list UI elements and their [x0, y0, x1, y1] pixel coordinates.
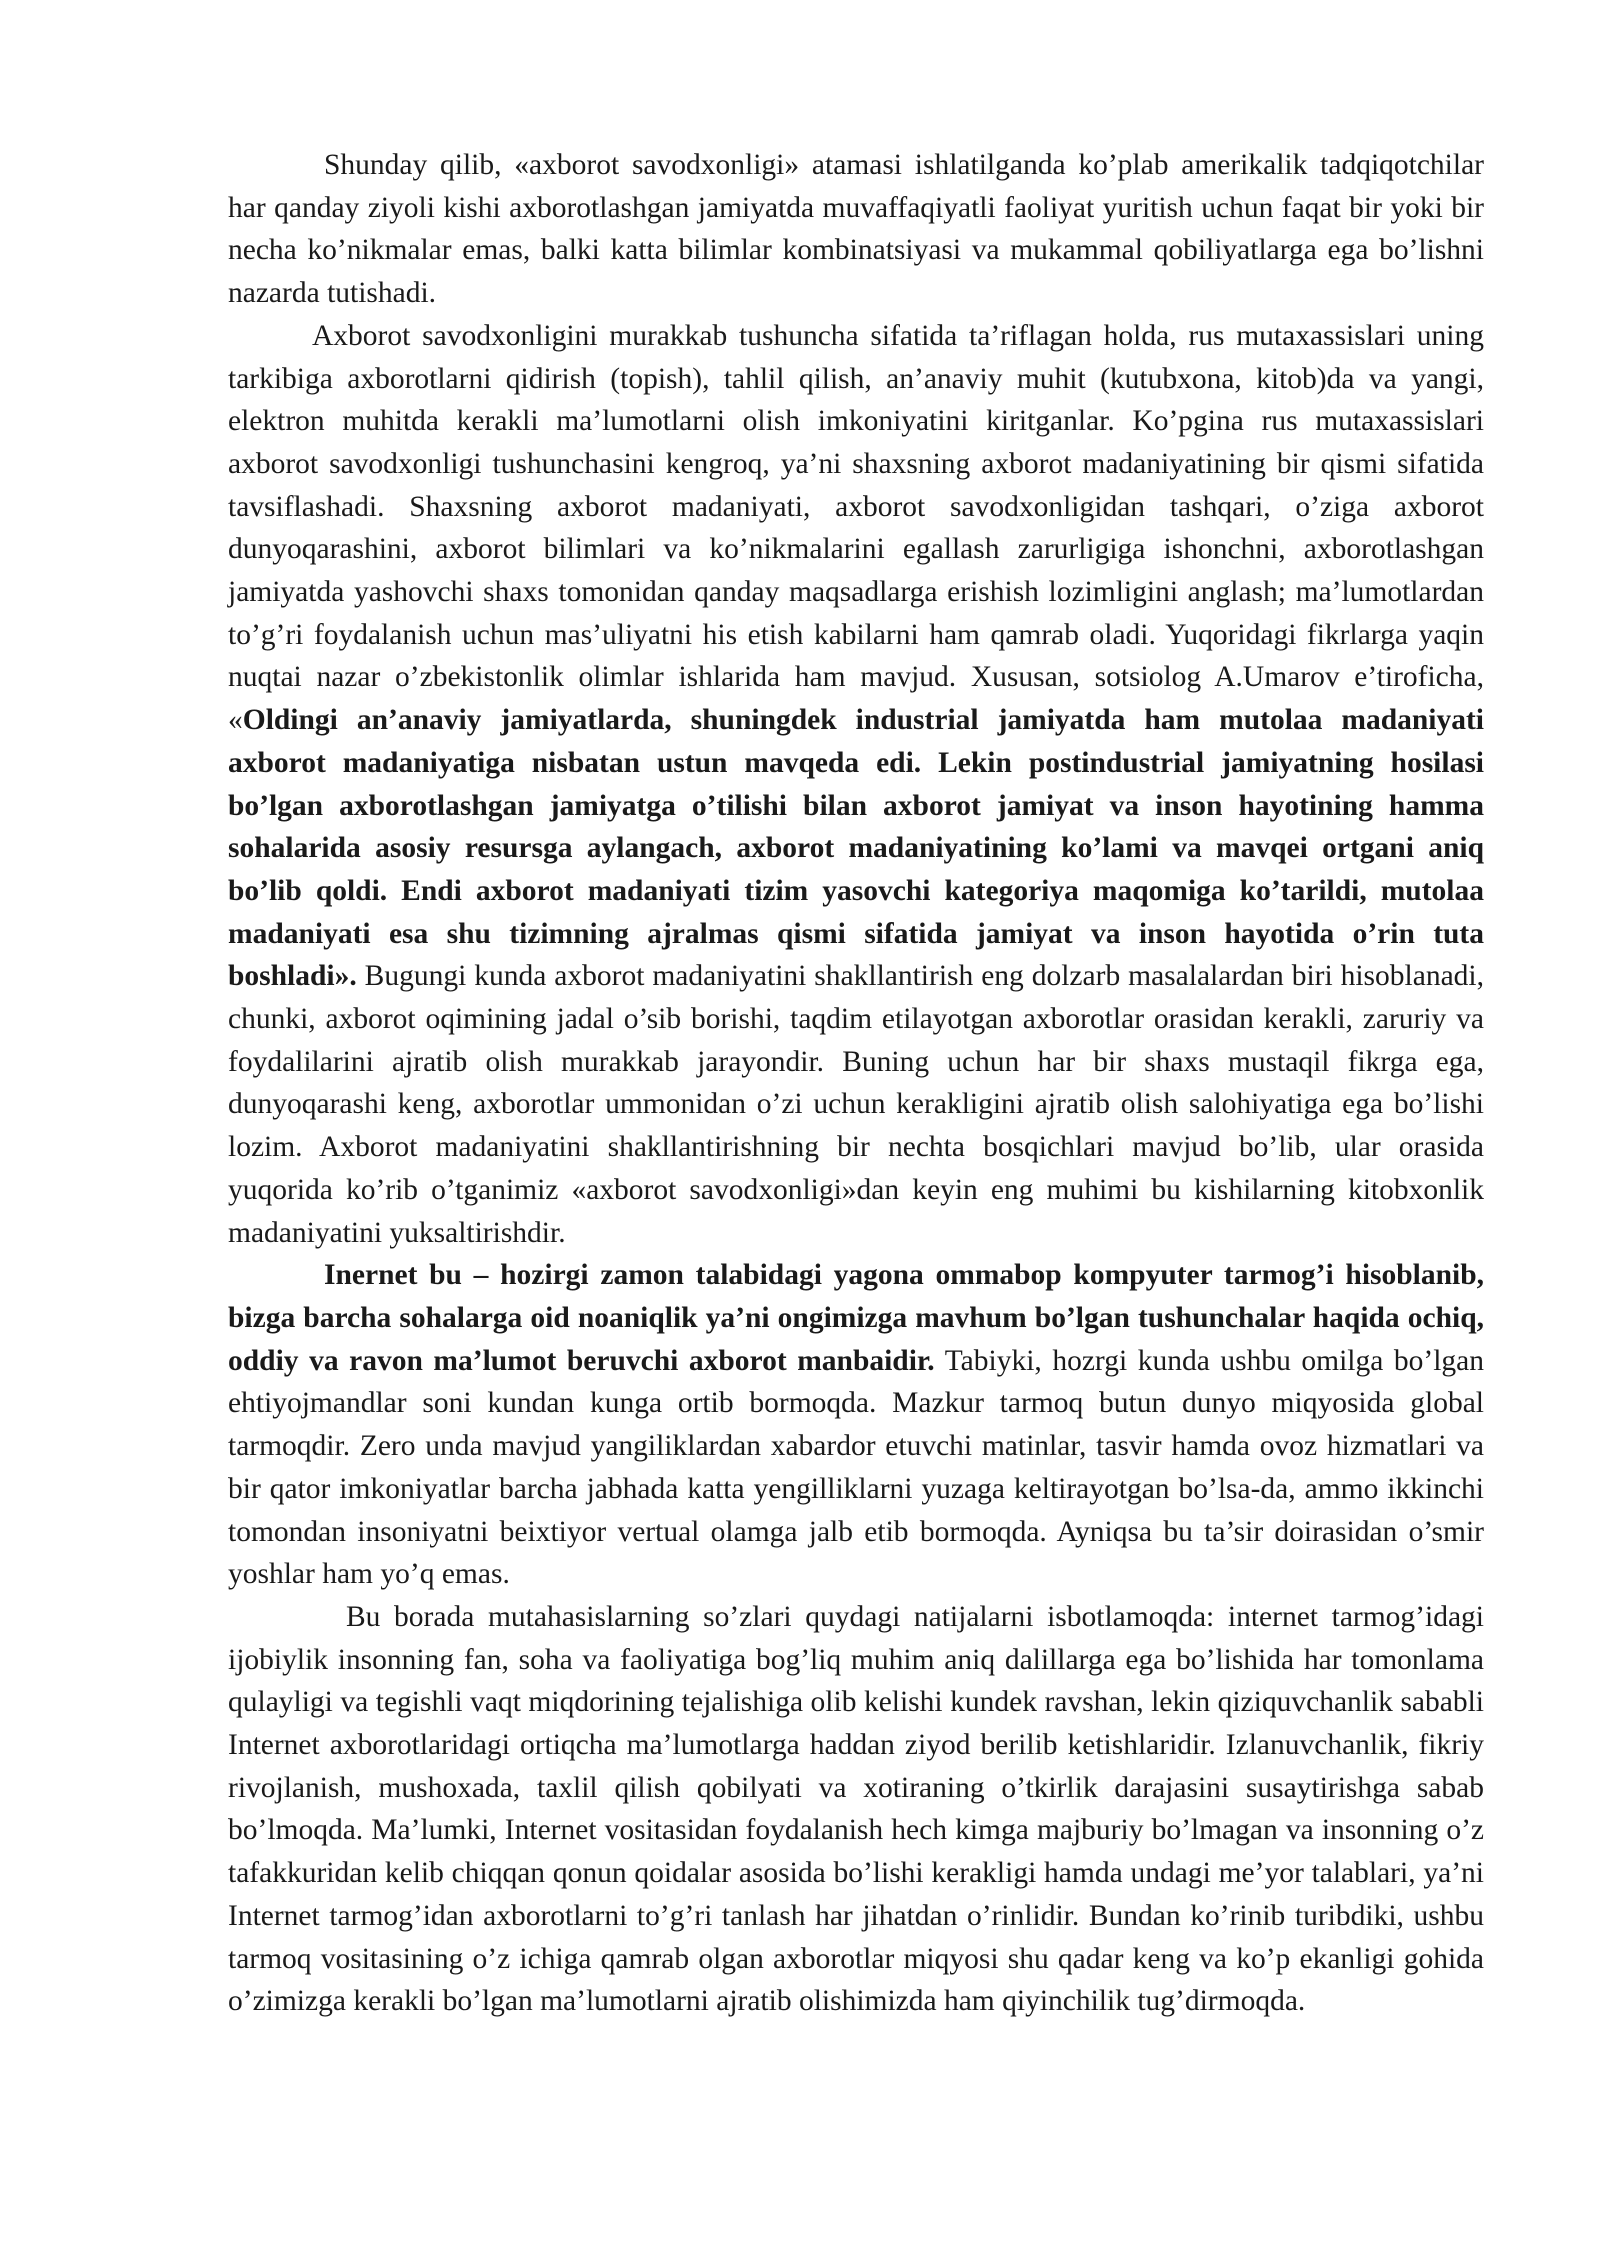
paragraph-text: Shunday qilib, «axborot savodxonligi» atamasi ishlatilganda ko’plab amerikalik tadqiqotchilar har qanday ziyoli kishi axborotlashgan jamiyatda muvaffaqiyatli faoliyat yuritish uchun faqat bir yoki bir necha ko’nikmalar emas, balki katta bilimlar kombinatsiyasi va mukammal qobiliyatlarga ega bo’lishni nazarda tutishadi. [228, 149, 1484, 310]
paragraph-3 [228, 1254, 1484, 1596]
paragraph-text: Bu borada mutahasislarning so’zlari quydagi natijalarni isbotlamoqda: internet tarmog’idagi ijobiylik insonning fan, soha va faoliyatiga bog’liq muhim aniq dalillarga ega bo’lishida har tomonlama qulayligi va tegishli vaqt miqdorining tejalishiga olib kelishi kundek ravshan, lekin qiziquvchanlik sababli Internet axborotlaridagi ortiqcha ma’lumotlarga haddan ziyod berilib ketishlaridir. Izlanuvchanlik, fikriy rivojlanish, mushoxada, taxlil qilish qobilyati va xotiraning o’tkirlik darajasini susaytirishga sabab bo’lmoqda. Ma’lumki, Internet vositasidan foydalanish hech kimga majburiy bo’lmagan va insonning o’z tafakkuridan kelib chiqqan qonun qoidalar asosida bo’lishi kerakligi hamda undagi me’yor talablari, ya’ni Internet tarmog’idan axborotlarni to’g’ri tanlash har jihatdan o’rinlidir. Bundan ko’rinib turibdiki, ushbu tarmoq vositasining o’z ichiga qamrab olgan axborotlar miqyosi shu qadar keng va ko’p ekanligi gohida o’zimizga kerakli bo’lgan ma’lumotlarni ajratib olishimizda ham qiyinchilik tug’dirmoqda. [228, 1600, 1484, 2018]
paragraph-text: Axborot savodxonligini murakkab tushuncha sifatida ta’riflagan holda, rus mutaxassislari uning tarkibiga axborotlarni qidirish (topish), tahlil qilish, an’anaviy muhit (kutubxona, kitob)da va yangi, elektron muhitda kerakli ma’lumotlarni olish imkoniyatini kiritganlar. Ko’pgina rus mutaxassislari axborot savodxonligi tushunchasini kengroq, ya’ni shaxsning axborot madaniyatining bir qismi sifatida tavsiflashadi. Shaxsning axborot madaniyati, axborot savodxonligidan tashqari, o’ziga axborot dunyoqarashini, axborot bilimlari va ko’nikmalarini egallash zarurligiga ishonchni, axborotlashgan jamiyatda yashovchi shaxs tomonidan qanday maqsadlarga erishish lozimligini anglash; ma’lumotlardan to’g’ri foydalanish uchun mas’uliyatni his etish kabilarni ham qamrab oladi. Yuqoridagi fikrlarga yaqin nuqtai nazar o’zbekistonlik olimlar ishlarida ham mavjud. Xususan, sotsiolog A.Umarov e’tiroficha, « [228, 319, 1484, 737]
paragraph-text: Tabiyki, hozrgi kunda ushbu omilga bo’lgan ehtiyojmandlar soni kundan kunga ortib bormoqda. Mazkur tarmoq butun dunyo miqyosida global tarmoqdir. Zero unda mavjud yangiliklardan xabardor etuvchi matinlar, tasvir hamda ovoz hizmatlari va bir qator imkoniyatlar barcha jabhada katta yengilliklarni yuzaga keltirayotgan bo’lsa-da, ammo ikkinchi tomondan insoniyatni beixtiyor vertual olamga jalb etib bormoqda. Ayniqsa bu ta’sir doirasidan o’smir yoshlar ham yo’q emas. [228, 1344, 1484, 1591]
paragraph-text: Bugungi kunda axborot madaniyatini shakllantirish eng dolzarb masalalardan biri hisoblanadi, chunki, axborot oqimining jadal o’sib borishi, taqdim etilayotgan axborotlar orasidan kerakli, zaruriy va foydalilarini ajratib olish murakkab jarayondir. Buning uchun har bir shaxs mustaqil fikrga ega, dunyoqarashi keng, axborotlar ummonidan o’zi uchun kerakligini ajratib olish salohiyatiga ega bo’lishi lozim. Axborot madaniyatini shakllantirishning bir nechta bosqichlari mavjud bo’lib, ular orasida yuqorida ko’rib o’tganimiz «axborot savodxonligi»dan keyin eng muhimi bu kishilarning kitobxonlik madaniyatini yuksaltirishdir. [228, 960, 1484, 1249]
document-page [228, 144, 1484, 2023]
paragraph-4 [228, 1596, 1484, 2023]
paragraph-1 [228, 144, 1484, 315]
paragraph-2 [228, 315, 1484, 1254]
bold-quote: Oldingi an’anaviy jamiyatlarda, shuningdek industrial jamiyatda ham mutolaa madaniyati axborot madaniyatiga nisbatan ustun mavqeda edi. Lekin postindustrial jamiyatning hosilasi bo’lgan axborotlashgan jamiyatga o’tilishi bilan axborot jamiyat va inson hayotining hamma sohalarida asosiy resursga aylangach, axborot madaniyatining ko’lami va mavqei ortgani aniq bo’lib qoldi. Endi axborot madaniyati tizim yasovchi kategoriya maqomiga ko’tarildi, mutolaa madaniyati esa shu tizimning ajralmas qismi sifatida jamiyat va inson hayotida o’rin tuta boshladi». [228, 704, 1484, 993]
bold-definition: Inernet bu – hozirgi zamon talabidagi yagona ommabop kompyuter tarmog’i hisoblanib, bizga barcha sohalarga oid noaniqlik ya’ni ongimizga mavhum bo’lgan tushunchalar haqida ochiq, oddiy va ravon ma’lumot beruvchi axborot manbaidir. [228, 1259, 1484, 1377]
